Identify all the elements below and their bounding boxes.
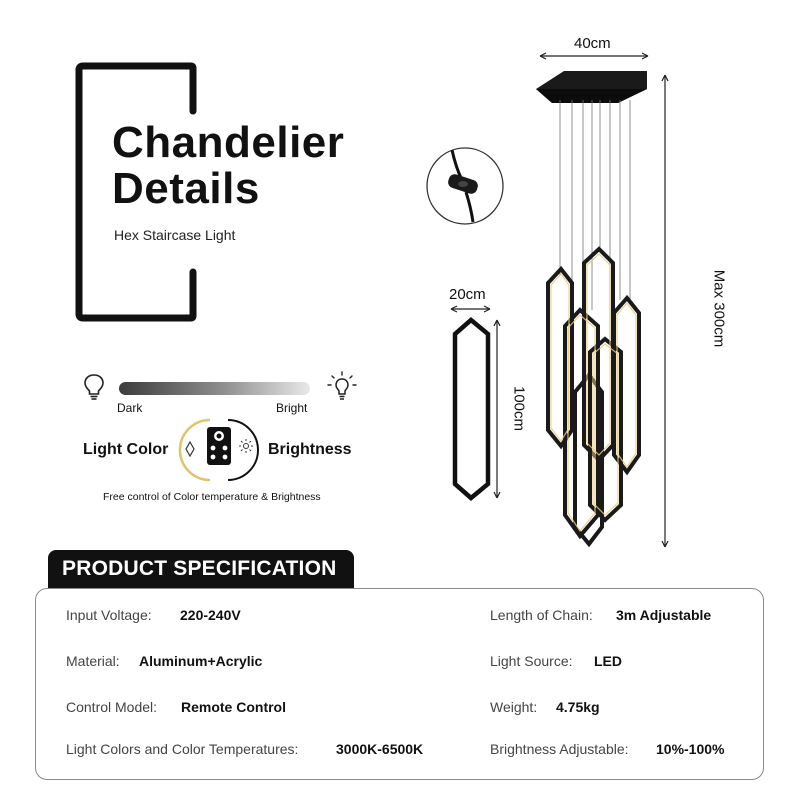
control-caption: Free control of Color temperature & Brightness bbox=[103, 491, 321, 503]
spec-value: Remote Control bbox=[181, 699, 286, 715]
spec-value: 220-240V bbox=[180, 607, 241, 623]
spec-key: Control Model: bbox=[66, 699, 158, 715]
pendant-width-label: 20cm bbox=[449, 286, 486, 303]
max-drop-label: Max 300cm bbox=[710, 269, 728, 348]
spec-value: 3000K-6500K bbox=[336, 741, 424, 757]
spec-value: Aluminum+Acrylic bbox=[139, 653, 263, 669]
spec-key: Weight: bbox=[490, 699, 538, 715]
spec-key: Light Colors and Color Temperatures: bbox=[66, 741, 299, 757]
page-title: Chandelier Details bbox=[112, 118, 345, 213]
spec-value: 4.75kg bbox=[556, 699, 600, 715]
spec-header: PRODUCT SPECIFICATION bbox=[62, 557, 337, 580]
spec-key: Light Source: bbox=[490, 653, 573, 669]
max-drop-dimension bbox=[662, 75, 668, 547]
cable-detail-circle bbox=[427, 148, 503, 224]
spec-key: Length of Chain: bbox=[490, 607, 593, 623]
dark-label: Dark bbox=[117, 401, 143, 415]
page-subtitle: Hex Staircase Light bbox=[114, 227, 236, 243]
light-color-label: Light Color bbox=[83, 441, 169, 458]
spec-value: 10%-100% bbox=[656, 741, 725, 757]
bright-label: Bright bbox=[276, 401, 308, 415]
pendant-width-dimension bbox=[451, 306, 490, 312]
spec-key: Brightness Adjustable: bbox=[490, 741, 629, 757]
spec-key: Material: bbox=[66, 653, 120, 669]
pendant-profile bbox=[455, 320, 488, 498]
spec-value: LED bbox=[594, 653, 622, 669]
canopy-width-label: 40cm bbox=[574, 35, 611, 52]
spec-key: Input Voltage: bbox=[66, 607, 152, 623]
spec-value: 3m Adjustable bbox=[616, 607, 712, 623]
canopy-width-dimension bbox=[540, 53, 648, 59]
brightness-label: Brightness bbox=[268, 441, 352, 458]
pendant-height-dimension bbox=[494, 320, 500, 498]
pendant-height-label: 100cm bbox=[510, 385, 528, 432]
